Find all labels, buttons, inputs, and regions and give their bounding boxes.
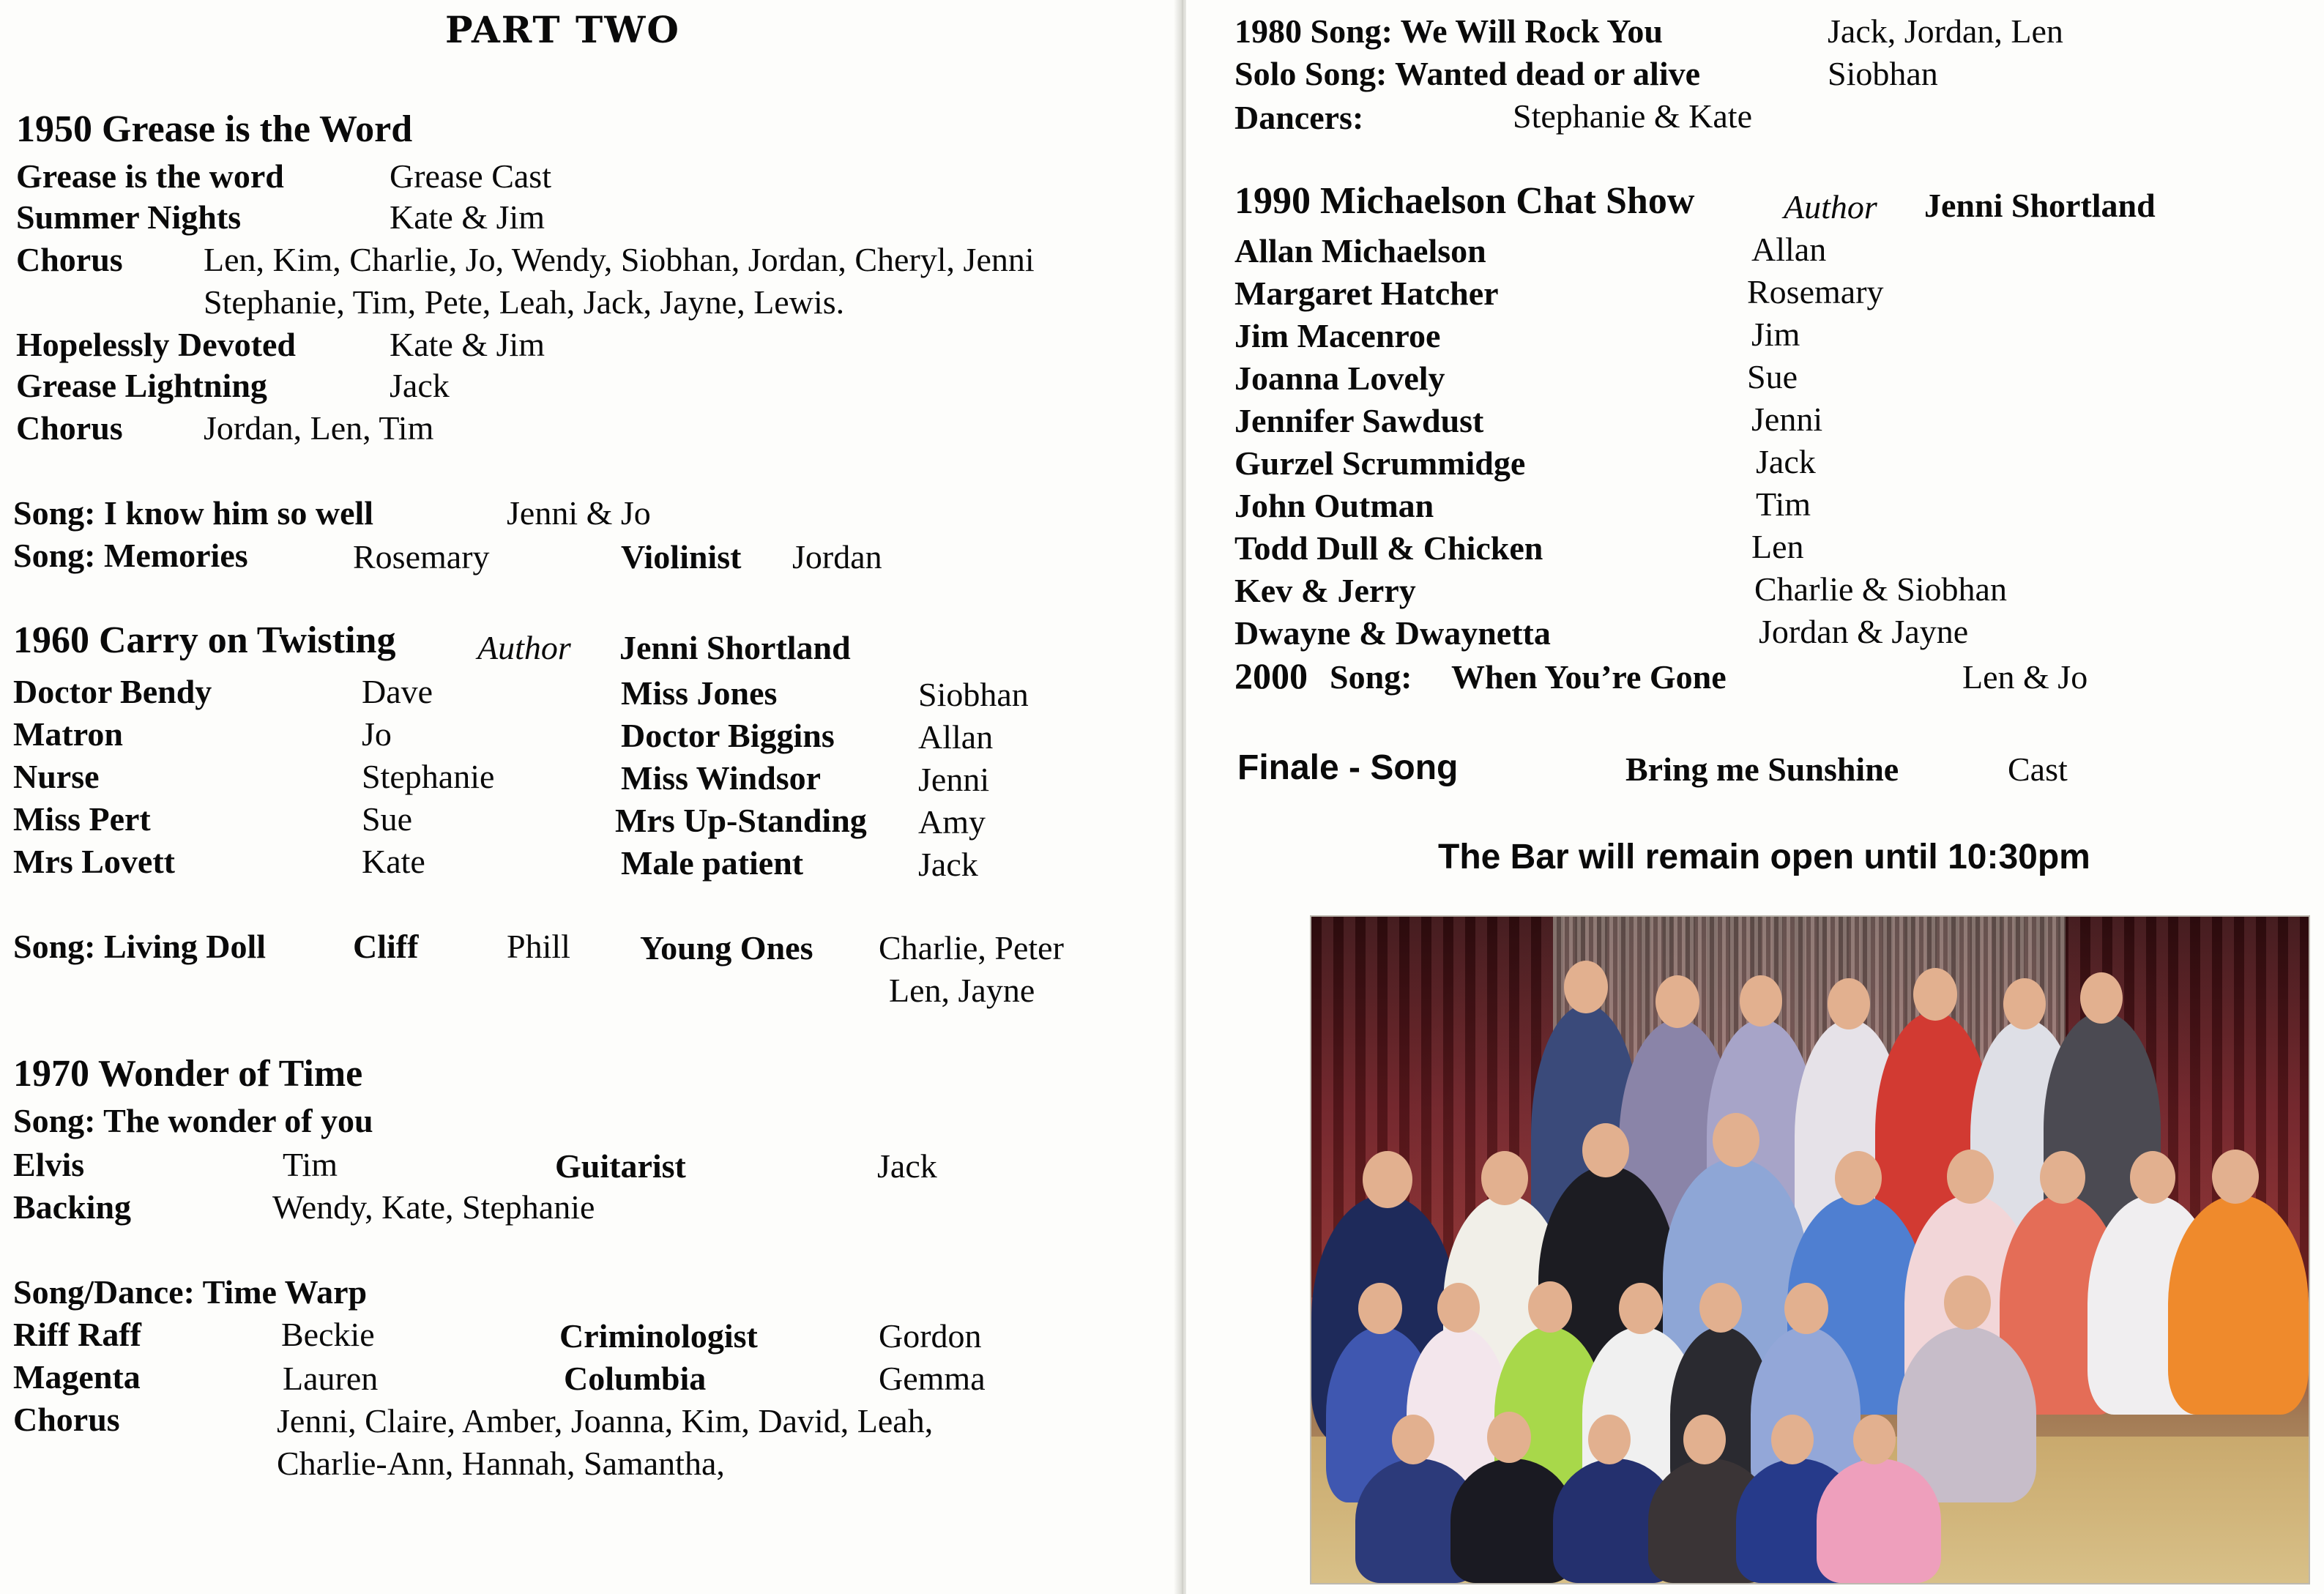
character-value: Len <box>1751 528 1804 565</box>
elvis-label: Elvis <box>13 1146 85 1183</box>
elvis-value: Tim <box>283 1146 338 1183</box>
backing-label: Backing <box>13 1188 132 1226</box>
character-label: Allan Michaelson <box>1234 232 1486 269</box>
author-label: Author <box>477 629 571 666</box>
cast-member-head <box>1740 975 1782 1027</box>
cast-member-head <box>1487 1412 1531 1463</box>
cast-member-head <box>1481 1151 1528 1205</box>
riff-raff-value: Beckie <box>281 1316 375 1353</box>
cast-value: Jenni <box>918 761 990 798</box>
row-value: Kate & Jim <box>390 326 545 363</box>
song-living-doll-label: Song: Living Doll <box>13 928 267 965</box>
cast-label: Miss Jones <box>621 674 778 712</box>
song-memories-value: Rosemary <box>353 538 490 576</box>
cast-label: Miss Windsor <box>621 759 822 797</box>
row-value: Kate & Jim <box>390 198 545 236</box>
cast-member-head <box>1683 1415 1726 1464</box>
cast-member-head <box>1392 1415 1434 1464</box>
cast-label: Mrs Lovett <box>13 843 175 880</box>
violinist-label: Violinist <box>621 538 742 576</box>
heading-1960: 1960 Carry on Twisting <box>13 619 396 661</box>
song-2000-value: Len & Jo <box>1962 658 2088 696</box>
row-label: Chorus <box>16 241 123 278</box>
cast-member-head <box>1913 968 1957 1021</box>
author-value: Jenni Shortland <box>1924 187 2156 224</box>
character-label: Dwayne & Dwaynetta <box>1234 614 1551 652</box>
cast-member-head <box>1947 1150 1994 1204</box>
song-1980-value: Jack, Jordan, Len <box>1828 12 2063 50</box>
cast-member-head <box>2130 1151 2175 1204</box>
cast-member-head <box>1835 1151 1882 1205</box>
cast-value: Amy <box>918 803 986 841</box>
row-value: Len, Kim, Charlie, Jo, Wendy, Siobhan, Jordan, Cheryl, Jenni <box>204 241 1035 278</box>
cast-member-head <box>1358 1283 1402 1334</box>
row-label: Grease Lightning <box>16 367 267 404</box>
cast-value: Dave <box>362 673 433 710</box>
riff-raff-label: Riff Raff <box>13 1316 141 1353</box>
character-label: John Outman <box>1234 487 1434 524</box>
cast-value: Siobhan <box>918 676 1029 713</box>
chorus-1970-value: Jenni, Claire, Amber, Joanna, Kim, David, Leah, <box>277 1402 934 1440</box>
character-label: Todd Dull & Chicken <box>1234 529 1543 567</box>
columbia-label: Columbia <box>564 1360 707 1397</box>
backing-value: Wendy, Kate, Stephanie <box>272 1188 595 1226</box>
cast-label: Matron <box>13 715 123 753</box>
author-label: Author <box>1784 188 1877 226</box>
cliff-value: Phill <box>507 928 570 965</box>
cast-member <box>2168 1195 2309 1415</box>
chorus-1970-label: Chorus <box>13 1401 120 1438</box>
row-label: Summer Nights <box>16 198 242 236</box>
cast-member-head <box>1853 1415 1896 1464</box>
row-value: Jordan, Len, Tim <box>204 409 434 447</box>
row-label: Grease is the word <box>16 157 284 195</box>
cast-value: Kate <box>362 843 425 880</box>
magenta-label: Magenta <box>13 1358 141 1396</box>
young-ones-value-cont: Len, Jayne <box>889 972 1035 1009</box>
song-know-value: Jenni & Jo <box>507 494 651 532</box>
character-value: Charlie & Siobhan <box>1754 570 2007 608</box>
cast-member-head <box>2040 1151 2085 1204</box>
character-value: Jack <box>1756 443 1816 480</box>
character-label: Joanna Lovely <box>1234 360 1445 397</box>
song-wonder-label: Song: The wonder of you <box>13 1102 373 1139</box>
cliff-label: Cliff <box>353 928 419 965</box>
cast-member-head <box>1582 1123 1629 1177</box>
finale-label: Finale - Song <box>1237 748 1459 787</box>
cast-member-head <box>1771 1415 1814 1464</box>
criminologist-label: Criminologist <box>559 1317 758 1355</box>
row-label: Chorus <box>16 409 123 447</box>
cast-member-head <box>1528 1281 1572 1333</box>
character-value: Allan <box>1751 231 1827 268</box>
cast-member-head <box>1784 1283 1828 1334</box>
cast-member-head <box>2003 978 2046 1029</box>
song-memories-label: Song: Memories <box>13 537 248 574</box>
part-two-title: PART TWO <box>445 8 680 51</box>
criminologist-value: Gordon <box>879 1317 982 1355</box>
cast-member-head <box>1713 1113 1759 1167</box>
row-value: Jack <box>390 367 450 404</box>
chorus-1970-value-cont: Charlie-Ann, Hannah, Samantha, <box>277 1445 725 1482</box>
cast-label: Miss Pert <box>13 800 151 838</box>
finale-value: Cast <box>2008 751 2068 788</box>
dancers-value: Stephanie & Kate <box>1513 97 1753 135</box>
character-value: Sue <box>1747 358 1798 395</box>
cast-label: Doctor Bendy <box>13 673 212 710</box>
cast-value: Jack <box>918 846 978 883</box>
cast-member-head <box>1564 961 1608 1013</box>
cast-member <box>1817 1459 1941 1583</box>
solo-song-label: Solo Song: Wanted dead or alive <box>1234 55 1701 92</box>
cast-label: Nurse <box>13 758 100 795</box>
row-label: Hopelessly Devoted <box>16 326 297 363</box>
guitarist-label: Guitarist <box>555 1147 686 1185</box>
character-value: Jenni <box>1751 401 1823 438</box>
young-ones-value: Charlie, Peter <box>879 929 1064 967</box>
heading-1990: 1990 Michaelson Chat Show <box>1234 180 1695 222</box>
cast-member-head <box>1699 1283 1742 1333</box>
cast-member-head <box>1828 978 1870 1029</box>
character-label: Kev & Jerry <box>1234 572 1416 609</box>
song-2000-title: When You’re Gone <box>1451 658 1727 696</box>
cast-value: Sue <box>362 800 412 838</box>
finale-title: Bring me Sunshine <box>1625 751 1899 788</box>
cast-member-head <box>2212 1150 2259 1204</box>
violinist-value: Jordan <box>792 538 882 576</box>
character-value: Rosemary <box>1747 273 1884 310</box>
cast-label: Doctor Biggins <box>621 717 835 754</box>
character-label: Gurzel Scrummidge <box>1234 444 1526 482</box>
row-value-cont: Stephanie, Tim, Pete, Leah, Jack, Jayne, Lewis. <box>204 283 845 321</box>
time-warp-label: Song/Dance: Time Warp <box>13 1273 368 1311</box>
heading-1970: 1970 Wonder of Time <box>13 1053 363 1095</box>
magenta-value: Lauren <box>283 1360 379 1397</box>
row-value: Grease Cast <box>390 157 551 195</box>
cast-member-head <box>1656 975 1699 1028</box>
song-2000-label: Song: <box>1330 658 1412 696</box>
columbia-value: Gemma <box>879 1360 986 1397</box>
author-value: Jenni Shortland <box>619 629 851 666</box>
year-2000: 2000 <box>1234 655 1308 696</box>
cast-member-head <box>2080 972 2123 1024</box>
cast-group-photo <box>1310 915 2310 1584</box>
cast-value: Jo <box>362 715 392 753</box>
bar-notice: The Bar will remain open until 10:30pm <box>1438 838 2090 876</box>
character-label: Jim Macenroe <box>1234 317 1441 354</box>
cast-member-head <box>1588 1415 1631 1464</box>
young-ones-label: Young Ones <box>640 929 813 967</box>
cast-label: Male patient <box>621 844 804 882</box>
cast-member-head <box>1363 1151 1412 1208</box>
cast-member-head <box>1437 1283 1480 1333</box>
dancers-label: Dancers: <box>1234 99 1364 136</box>
song-know-label: Song: I know him so well <box>13 494 374 532</box>
character-label: Margaret Hatcher <box>1234 275 1499 312</box>
character-label: Jennifer Sawdust <box>1234 402 1484 439</box>
heading-1950: 1950 Grease is the Word <box>16 108 413 150</box>
song-1980-label: 1980 Song: We Will Rock You <box>1234 12 1663 50</box>
guitarist-value: Jack <box>877 1147 937 1185</box>
character-value: Jordan & Jayne <box>1759 613 1969 650</box>
character-value: Tim <box>1756 485 1811 523</box>
character-value: Jim <box>1751 316 1800 353</box>
cast-member-head <box>1619 1283 1663 1334</box>
cast-label: Mrs Up-Standing <box>615 802 867 839</box>
cast-value: Allan <box>918 718 994 756</box>
cast-value: Stephanie <box>362 758 495 795</box>
solo-song-value: Siobhan <box>1828 55 1938 92</box>
cast-member-head <box>1944 1275 1991 1330</box>
